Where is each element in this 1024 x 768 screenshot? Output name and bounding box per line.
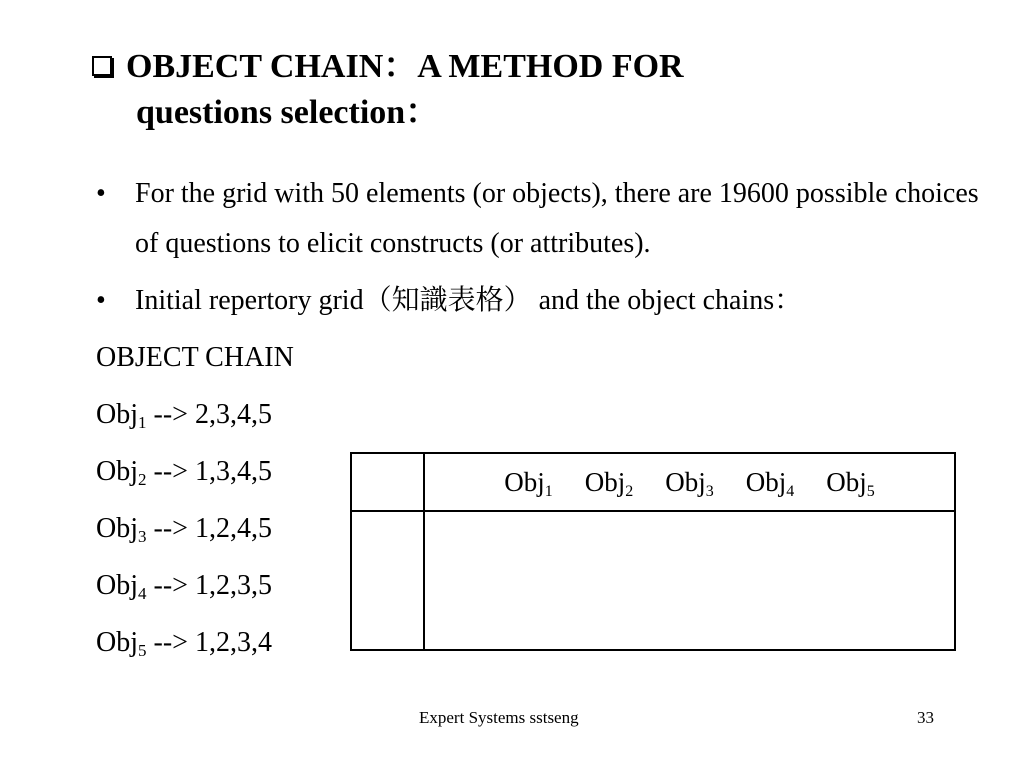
chain-row-targets: --> 1,2,3,5 — [146, 570, 272, 601]
object-chain-row — [96, 509, 272, 549]
grid-row-divider — [352, 510, 954, 512]
chain-row-sub: 3 — [138, 527, 147, 546]
chain-row-sub: 4 — [138, 584, 147, 603]
grid-header-cell — [746, 467, 795, 498]
grid-header-sub: 4 — [786, 482, 795, 500]
grid-header-row — [425, 454, 954, 510]
grid-header-sub: 3 — [705, 482, 714, 500]
title-line-2: questions selection： — [136, 94, 440, 131]
bullet-item-2 — [96, 276, 996, 326]
object-chain-row — [96, 395, 272, 435]
checkbox-icon — [92, 56, 112, 76]
chain-row-targets: --> 1,2,4,5 — [146, 513, 272, 544]
bullet-item-1 — [96, 169, 996, 269]
grid-header-obj: Obj — [826, 466, 867, 497]
chain-row-obj: Obj — [96, 399, 138, 430]
chain-row-obj: Obj — [96, 570, 138, 601]
title-line-1 — [92, 44, 972, 90]
chain-row-obj: Obj — [96, 513, 138, 544]
grid-header-cell — [585, 467, 634, 498]
bullet-marker: • — [96, 285, 106, 316]
bullet-text: For the grid with 50 elements (or objects), there are 19600 possible choices of questions to elicit constructs (or attributes). — [135, 178, 979, 259]
grid-header-obj: Obj — [584, 466, 626, 497]
chain-row-obj: Obj — [96, 627, 138, 658]
object-chain-row — [96, 452, 272, 492]
chain-row-obj: Obj — [96, 456, 138, 487]
repertory-grid-table — [350, 452, 956, 651]
bullet-text: Initial repertory grid（知識表格） and the object chains： — [135, 285, 803, 316]
chain-row-targets: --> 1,2,3,4 — [146, 627, 272, 658]
object-chain-heading: OBJECT CHAIN — [96, 342, 294, 373]
chain-row-targets: --> 1,3,4,5 — [146, 456, 272, 487]
grid-header-sub: 5 — [866, 482, 875, 500]
slide-title — [92, 44, 972, 136]
grid-header-sub: 2 — [625, 482, 634, 500]
footer-text: Expert Systems sstseng — [419, 708, 579, 727]
grid-header-cell — [504, 467, 553, 498]
object-chain-row — [96, 623, 272, 663]
grid-header-sub: 1 — [544, 482, 553, 500]
chain-row-sub: 5 — [138, 641, 147, 660]
grid-header-obj: Obj — [504, 466, 545, 497]
grid-header-cell — [665, 467, 714, 498]
grid-header-obj: Obj — [745, 466, 787, 497]
title-line-1-text: OBJECT CHAIN：A METHOD FOR — [126, 48, 684, 85]
bullet-marker: • — [96, 178, 106, 209]
grid-header-cell — [826, 467, 875, 498]
grid-header-obj: Obj — [665, 466, 706, 497]
chain-row-targets: --> 2,3,4,5 — [146, 399, 272, 430]
chain-row-sub: 1 — [138, 413, 147, 432]
object-chain-row — [96, 566, 272, 606]
chain-row-sub: 2 — [138, 470, 147, 489]
page-number: 33 — [917, 708, 934, 727]
